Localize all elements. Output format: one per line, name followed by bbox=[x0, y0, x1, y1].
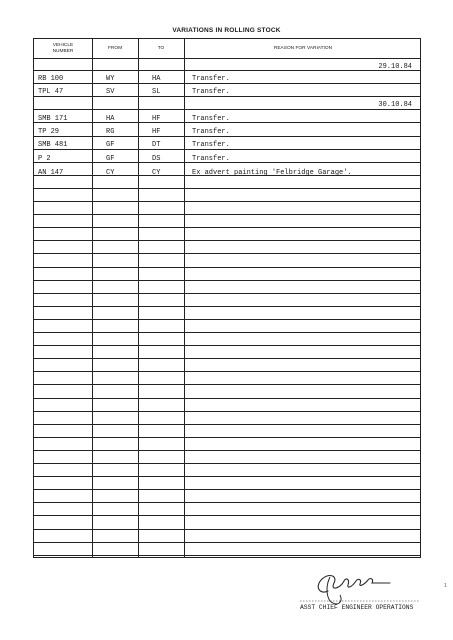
row-divider bbox=[34, 502, 420, 503]
row-divider bbox=[34, 424, 420, 425]
row-divider bbox=[34, 463, 420, 464]
row-from: WY bbox=[106, 75, 115, 83]
header-from: FROM bbox=[107, 45, 123, 51]
row-from: CY bbox=[106, 169, 115, 177]
row-divider bbox=[34, 489, 420, 490]
row-divider bbox=[34, 371, 420, 372]
row-reason: Transfer. bbox=[192, 75, 230, 83]
row-from: GF bbox=[106, 141, 115, 149]
column-divider bbox=[92, 39, 93, 557]
row-to: HA bbox=[152, 75, 161, 83]
row-from: HA bbox=[106, 115, 115, 123]
row-reason: Transfer. bbox=[192, 128, 230, 136]
row-divider bbox=[34, 280, 420, 281]
row-vehicle: SMB 481 bbox=[38, 141, 68, 149]
row-to: SL bbox=[152, 88, 161, 96]
row-divider bbox=[34, 515, 420, 516]
variations-table bbox=[33, 38, 421, 558]
header-reason: REASON FOR VARIATION bbox=[273, 45, 333, 51]
date-marker: 29.10.84 bbox=[378, 63, 412, 71]
row-divider bbox=[34, 109, 420, 110]
row-divider bbox=[34, 384, 420, 385]
row-to: CY bbox=[152, 169, 161, 177]
row-divider bbox=[34, 332, 420, 333]
row-divider bbox=[34, 345, 420, 346]
row-divider bbox=[34, 70, 420, 71]
header-to: TO bbox=[157, 45, 165, 51]
row-divider bbox=[34, 450, 420, 451]
row-divider bbox=[34, 319, 420, 320]
row-to: HF bbox=[152, 128, 161, 136]
row-to: DT bbox=[152, 141, 161, 149]
row-divider bbox=[34, 240, 420, 241]
row-divider bbox=[34, 411, 420, 412]
row-divider bbox=[34, 253, 420, 254]
row-divider bbox=[34, 529, 420, 530]
row-divider bbox=[34, 555, 420, 556]
column-divider bbox=[184, 39, 185, 557]
row-to: HF bbox=[152, 115, 161, 123]
row-divider bbox=[34, 398, 420, 399]
row-reason: Transfer. bbox=[192, 88, 230, 96]
row-reason: Ex advert painting 'Felbridge Garage'. bbox=[192, 169, 352, 177]
row-from: GF bbox=[106, 155, 115, 163]
row-divider bbox=[34, 267, 420, 268]
row-divider bbox=[34, 358, 420, 359]
row-divider bbox=[34, 293, 420, 294]
row-divider bbox=[34, 306, 420, 307]
row-divider bbox=[34, 227, 420, 228]
row-to: DS bbox=[152, 155, 161, 163]
row-divider bbox=[34, 201, 420, 202]
row-divider bbox=[34, 542, 420, 543]
row-vehicle: SMB 171 bbox=[38, 115, 68, 123]
row-vehicle: TPL 47 bbox=[38, 88, 64, 96]
column-divider bbox=[138, 39, 139, 557]
margin-mark: 1 bbox=[444, 583, 447, 589]
signature-label: ASST CHIEF ENGINEER OPERATIONS bbox=[300, 604, 414, 611]
date-marker: 30.10.84 bbox=[378, 101, 412, 109]
row-vehicle: TP 29 bbox=[38, 128, 60, 136]
row-reason: Transfer. bbox=[192, 115, 230, 123]
row-divider bbox=[34, 214, 420, 215]
form-title: VARIATIONS IN ROLLING STOCK bbox=[172, 27, 281, 34]
row-divider bbox=[34, 476, 420, 477]
row-from: SV bbox=[106, 88, 115, 96]
row-vehicle: RB 100 bbox=[38, 75, 64, 83]
row-from: RG bbox=[106, 128, 115, 136]
header-vehicle-number: VEHICLE NUMBER bbox=[52, 43, 74, 54]
row-reason: Transfer. bbox=[192, 141, 230, 149]
row-vehicle: AN 147 bbox=[38, 169, 64, 177]
row-reason: Transfer. bbox=[192, 155, 230, 163]
row-divider bbox=[34, 188, 420, 189]
row-vehicle: P 2 bbox=[38, 155, 51, 163]
handwritten-signature bbox=[300, 565, 420, 605]
row-divider bbox=[34, 437, 420, 438]
row-divider bbox=[34, 58, 420, 59]
